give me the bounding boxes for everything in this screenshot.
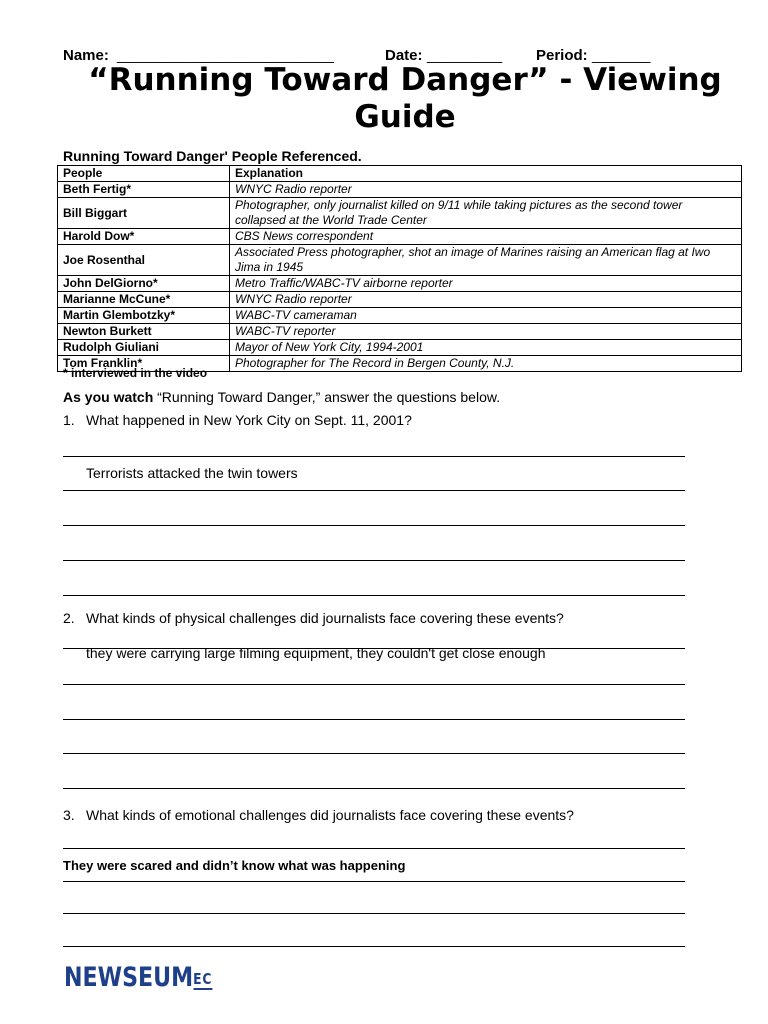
instructions [63,389,500,405]
column-header-people: People [58,166,230,182]
answer-line[interactable] [63,913,685,914]
answer-line[interactable] [63,881,685,882]
table-caption: Running Toward Danger' People Referenced. [63,148,362,164]
table-row [58,276,742,292]
person-explanation: WNYC Radio reporter [230,182,742,198]
instructions-text: “Running Toward Danger,” answer the questions below. [153,389,501,405]
table-row [58,245,742,276]
table-row [58,182,742,198]
person-explanation: Mayor of New York City, 1994-2001 [230,340,742,356]
period-blank[interactable]: _______ [592,47,651,64]
person-name: Marianne McCune* [58,292,230,308]
question-text: What happened in New York City on Sept. 11, 2001? [86,412,412,428]
instructions-bold: As you watch [63,389,154,405]
question-text: What kinds of emotional challenges did journalists face covering these events? [86,807,574,823]
person-explanation: Photographer, only journalist killed on 9/11 while taking pictures as the second tower collapsed at the World Trade Center [230,198,742,229]
logo-main: NEWSEUM [64,962,194,993]
person-explanation: Metro Traffic/WABC-TV airborne reporter [230,276,742,292]
person-name: John DelGiorno* [58,276,230,292]
table-row [58,229,742,245]
name-label: Name: [63,47,109,64]
name-blank[interactable]: __________________________ [117,47,334,64]
person-explanation: Photographer for The Record in Bergen County, N.J. [230,356,742,372]
person-explanation: CBS News correspondent [230,229,742,245]
person-explanation: WABC-TV reporter [230,324,742,340]
period-label: Period: [536,47,588,64]
column-header-explanation: Explanation [230,166,742,182]
person-name: Tom Franklin* [58,356,230,372]
answer-line[interactable] [63,525,685,526]
answer-line[interactable] [63,684,685,685]
question-number: 2. [63,610,75,626]
table-row [58,340,742,356]
answer-line[interactable] [63,719,685,720]
answer-line[interactable] [63,788,685,789]
person-name: Bill Biggart [58,198,230,229]
answer-text[interactable]: they were carrying large filming equipment, they couldn't get close enough [86,645,546,661]
person-explanation: WABC-TV cameraman [230,308,742,324]
answer-line[interactable] [63,560,685,561]
question-1 [63,412,412,428]
answer-line[interactable] [63,595,685,596]
answer-line[interactable] [63,848,685,849]
logo-suffix: EC [193,970,213,988]
answer-line[interactable] [63,753,685,754]
question-text: What kinds of physical challenges did journalists face covering these events? [86,610,564,626]
answer-text[interactable]: They were scared and didn’t know what was happening [63,858,406,873]
answer-line[interactable] [63,456,685,457]
answer-line[interactable] [63,490,685,491]
answer-text[interactable]: Terrorists attacked the twin towers [86,465,298,481]
question-number: 3. [63,807,75,823]
table-row [58,308,742,324]
person-name: Beth Fertig* [58,182,230,198]
table-row [58,292,742,308]
page-title: “Running Toward Danger” - Viewing Guide [88,62,722,135]
question-number: 1. [63,412,75,428]
person-explanation: Associated Press photographer, shot an image of Marines raising an American flag at Iwo Jima in 1945 [230,245,742,276]
newseum-logo [64,962,212,993]
question-2 [63,610,564,626]
question-3 [63,807,574,823]
table-row [58,198,742,229]
date-label: Date: [385,47,423,64]
person-name: Harold Dow* [58,229,230,245]
date-blank[interactable]: _________ [427,47,503,64]
person-name: Rudolph Giuliani [58,340,230,356]
person-name: Joe Rosenthal [58,245,230,276]
people-table [57,165,742,372]
person-name: Martin Glembotzky* [58,308,230,324]
table-row [58,324,742,340]
answer-line[interactable] [63,946,685,947]
person-explanation: WNYC Radio reporter [230,292,742,308]
person-name: Newton Burkett [58,324,230,340]
table-footnote: * interviewed in the video [63,366,208,380]
table-header-row [58,166,742,182]
